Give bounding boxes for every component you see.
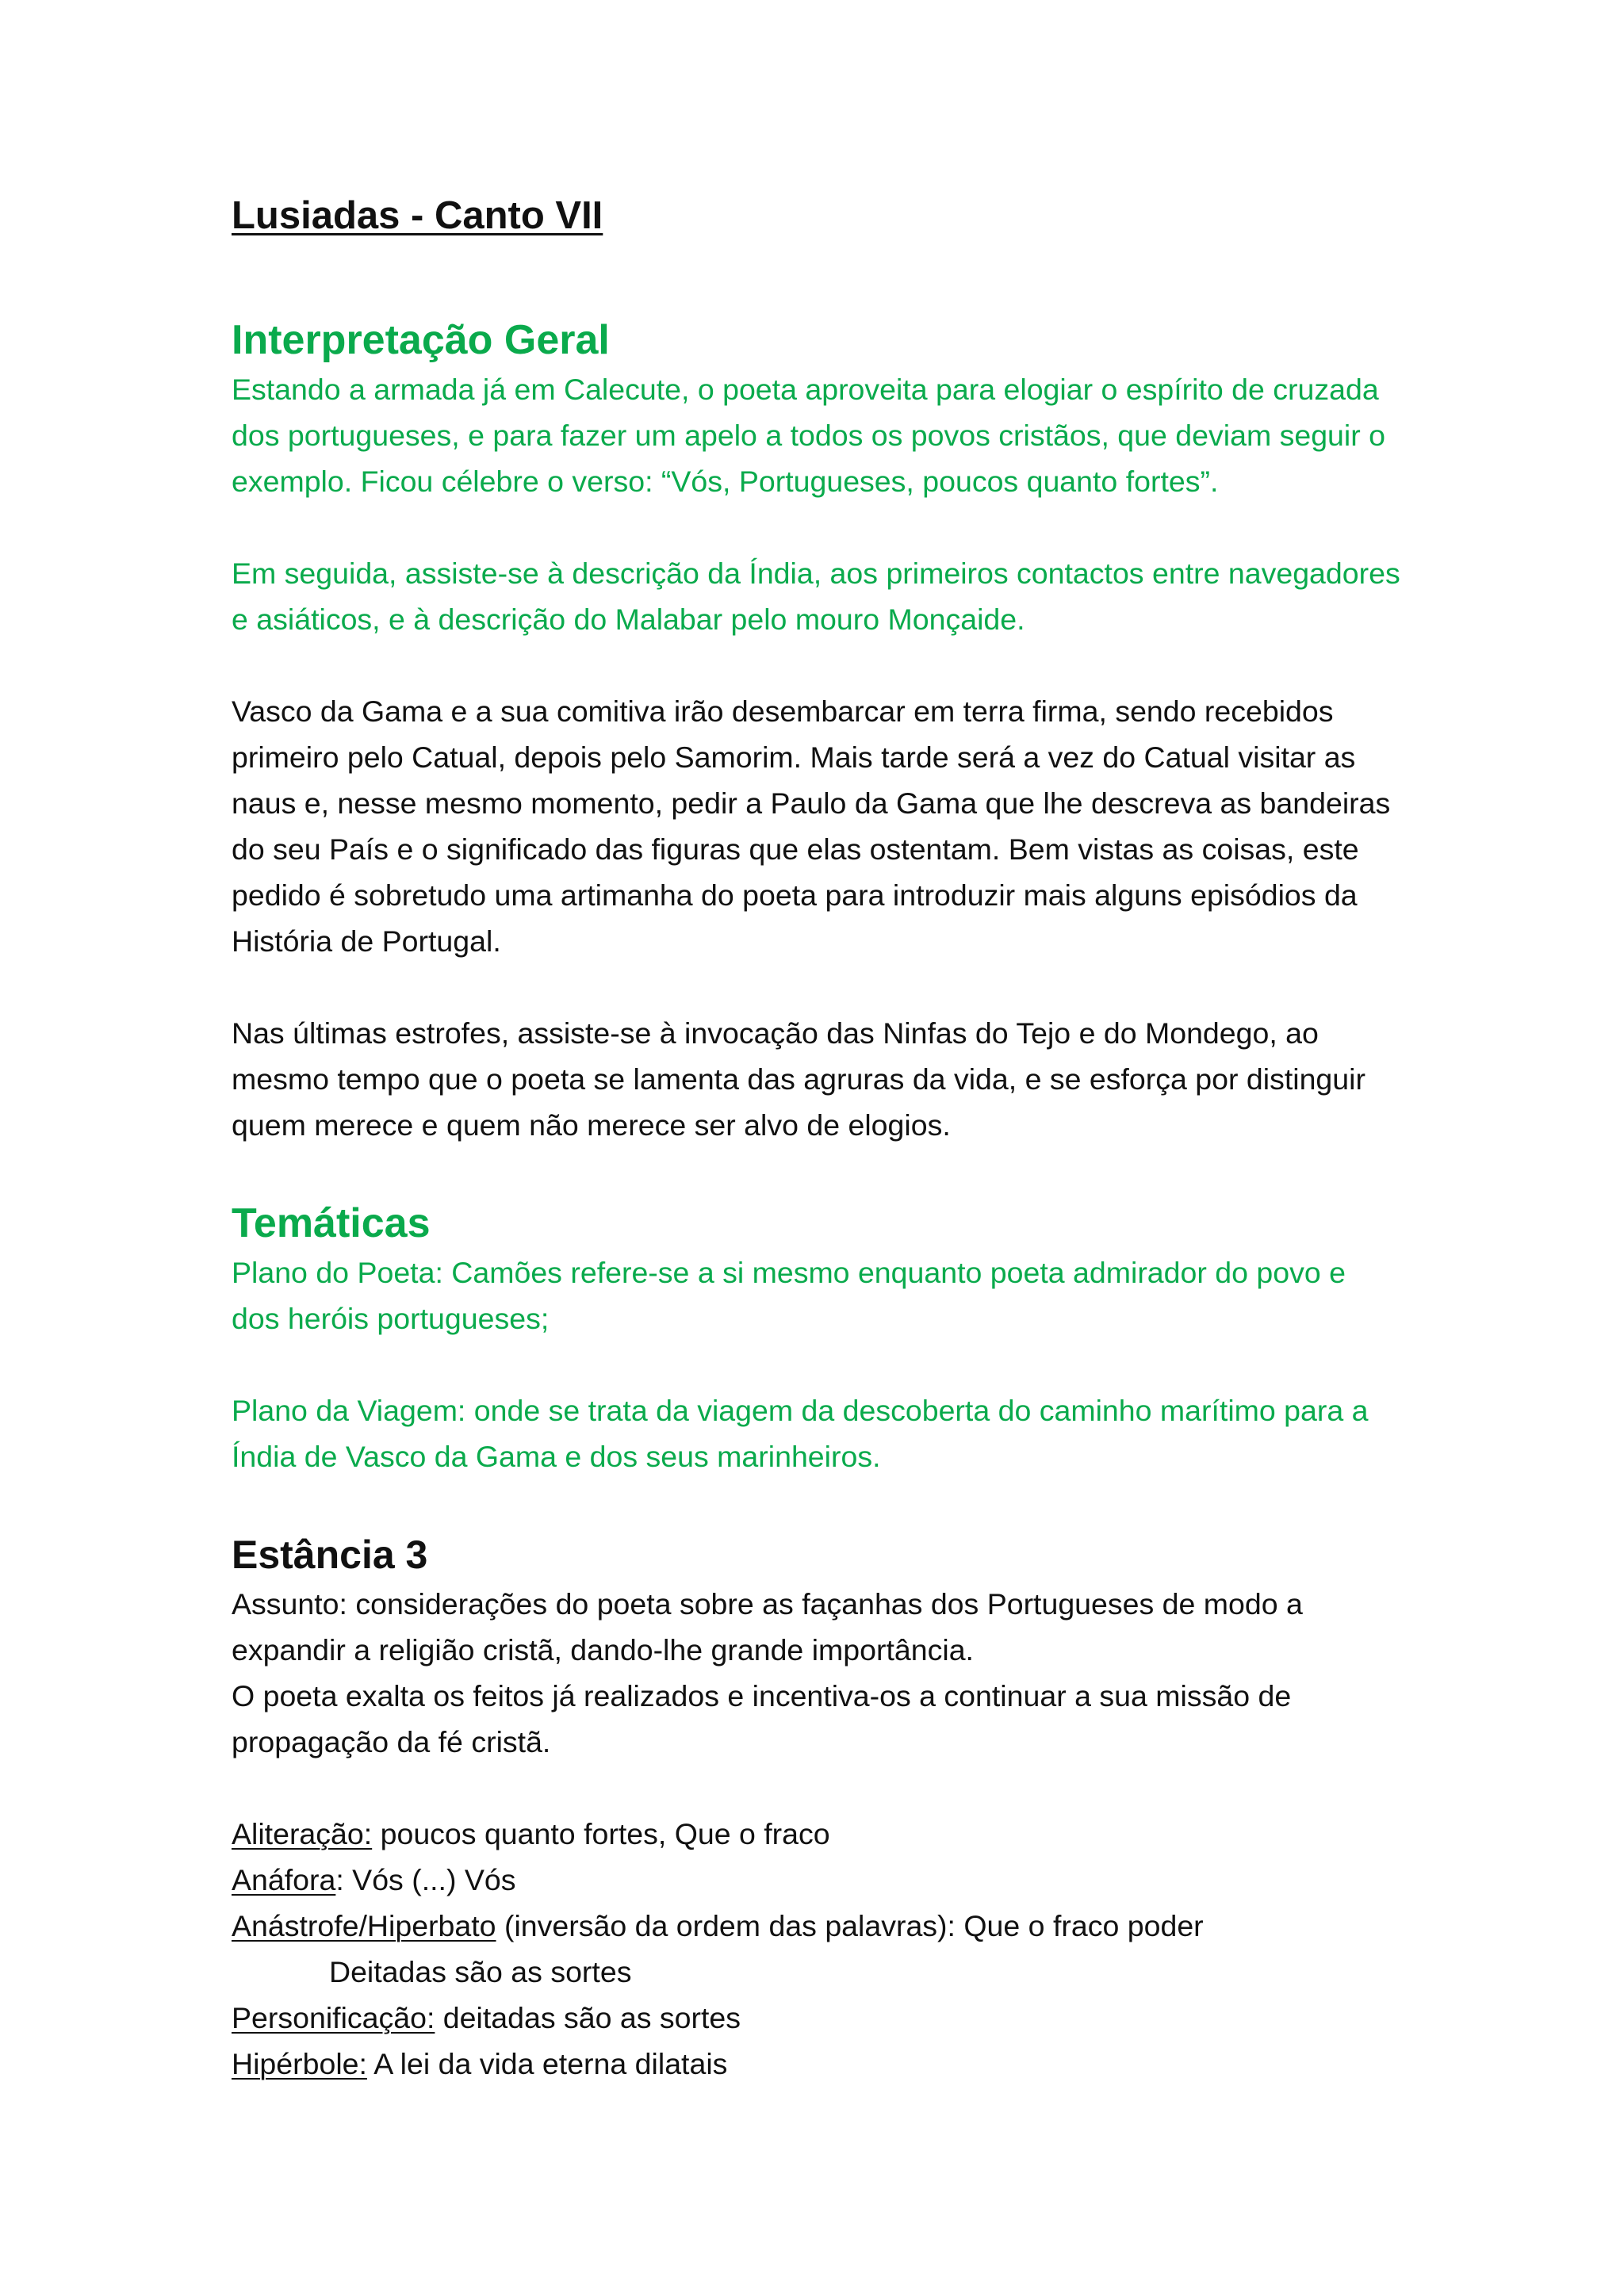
text-line: propagação da fé cristã. [232, 1725, 551, 1758]
paragraph [232, 688, 1405, 964]
text-line: primeiro pelo Catual, depois pelo Samorim. Mais tarde será a vez do Catual visitar as [232, 740, 1356, 774]
figure-item [232, 1857, 1405, 1903]
text-line: Nas últimas estrofes, assiste-se à invocação das Ninfas do Tejo e do Mondego, ao [232, 1016, 1319, 1050]
figure-term: Aliteração: [232, 1817, 373, 1850]
text-line: Vasco da Gama e a sua comitiva irão desembarcar em terra firma, sendo recebidos [232, 695, 1334, 728]
paragraph [232, 1249, 1405, 1341]
text-line: Índia de Vasco da Gama e dos seus marinheiros. [232, 1440, 881, 1473]
figure-item [232, 1811, 1405, 1857]
figure-item [232, 2041, 1405, 2087]
figure-term: Hipérbole: [232, 2047, 367, 2080]
text-line: mesmo tempo que o poeta se lamenta das agruras da vida, e se esforça por distinguir [232, 1062, 1365, 1096]
text-line: expandir a religião cristã, dando-lhe grande importância. [232, 1633, 974, 1667]
section-heading-estancia: Estância 3 [232, 1533, 428, 1577]
figure-text: : Vós (...) Vós [335, 1863, 516, 1896]
figure-text: A lei da vida eterna dilatais [366, 2047, 728, 2080]
figure-term: Personificação: [232, 2001, 435, 2034]
text-line: Em seguida, assiste-se à descrição da Índia, aos primeiros contactos entre navegadores [232, 557, 1400, 590]
text-line: Plano da Viagem: onde se trata da viagem da descoberta do caminho marítimo para a [232, 1394, 1369, 1427]
text-line: do seu País e o significado das figuras que elas ostentam. Bem vistas as coisas, este [232, 832, 1359, 866]
text-line: dos portugueses, e para fazer um apelo a todos os povos cristãos, que deviam seguir o [232, 419, 1386, 452]
document-page [232, 190, 1405, 2087]
text-line: O poeta exalta os feitos já realizados e incentiva-os a continuar a sua missão de [232, 1679, 1292, 1712]
text-line: Plano do Poeta: Camões refere-se a si mesmo enquanto poeta admirador do povo e [232, 1256, 1346, 1289]
document-title: Lusiadas - Canto VII [232, 194, 603, 237]
text-line: e asiáticos, e à descrição do Malabar pelo mouro Monçaide. [232, 603, 1025, 636]
text-line: pedido é sobretudo uma artimanha do poeta para introduzir mais alguns episódios da [232, 878, 1358, 912]
figure-text: Deitadas são as sortes [329, 1955, 632, 1988]
text-line: Assunto: considerações do poeta sobre as façanhas dos Portugueses de modo a [232, 1587, 1303, 1621]
figure-text: poucos quanto fortes, Que o fraco [372, 1817, 830, 1850]
paragraph [232, 366, 1405, 504]
text-line: dos heróis portugueses; [232, 1302, 550, 1335]
figure-text: deitadas são as sortes [435, 2001, 741, 2034]
text-line: quem merece e quem não merece ser alvo de elogios. [232, 1108, 951, 1142]
text-line: exemplo. Ficou célebre o verso: “Vós, Portugueses, poucos quanto fortes”. [232, 465, 1219, 498]
paragraph [232, 1387, 1405, 1479]
text-line: naus e, nesse mesmo momento, pedir a Paulo da Gama que lhe descreva as bandeiras [232, 786, 1391, 820]
figures-list [232, 1811, 1405, 2087]
text-line: Estando a armada já em Calecute, o poeta aproveita para elogiar o espírito de cruzada [232, 373, 1379, 406]
figure-term: Anástrofe/Hiperbato [232, 1909, 496, 1942]
figure-text: (inversão da ordem das palavras): Que o fraco poder [496, 1909, 1204, 1942]
figure-item [232, 1903, 1405, 1949]
figure-item [232, 1995, 1405, 2041]
text-line: História de Portugal. [232, 924, 501, 958]
paragraph [232, 550, 1405, 642]
section-heading-tematicas: Temáticas [232, 1200, 431, 1246]
paragraph [232, 1010, 1405, 1148]
paragraph [232, 1581, 1405, 1765]
section-heading-interpretacao: Interpretação Geral [232, 317, 610, 363]
figure-term: Anáfora [232, 1863, 336, 1896]
figure-item-continuation [232, 1949, 1405, 1995]
